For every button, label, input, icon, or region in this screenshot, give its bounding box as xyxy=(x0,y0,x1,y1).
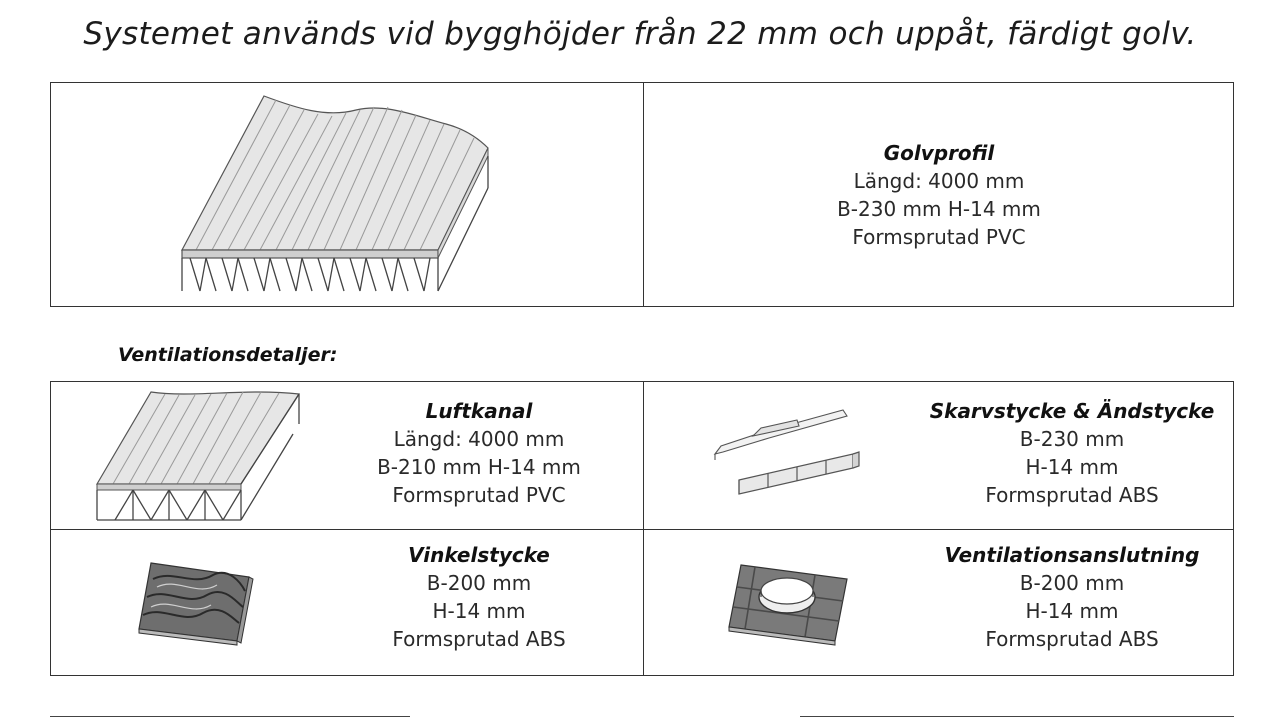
golvprofil-dimensions: B-230 mm H-14 mm xyxy=(837,197,1041,221)
page-headline: Systemet används vid bygghöjder från 22 mm och uppåt, färdigt golv. xyxy=(83,16,1197,52)
luftkanal-dimensions: B-210 mm H-14 mm xyxy=(377,455,581,479)
luftkanal-length: Längd: 4000 mm xyxy=(393,427,565,451)
skarvstycke-height: H-14 mm xyxy=(1025,455,1119,479)
vinkelstycke-width: B-200 mm xyxy=(426,571,532,595)
ventilationsanslutning-material: Formsprutad ABS xyxy=(985,627,1159,651)
ventilationsanslutning-spec xyxy=(927,541,1217,653)
skarvstycke-width: B-230 mm xyxy=(1019,427,1125,451)
skarvstycke-cell xyxy=(643,382,1235,529)
ventilationsanslutning-name: Ventilationsanslutning xyxy=(944,543,1200,567)
ventilationsanslutning-cell xyxy=(643,529,1235,675)
skarvstycke-material: Formsprutad ABS xyxy=(985,483,1159,507)
vinkelstycke-height: H-14 mm xyxy=(432,599,526,623)
vinkelstycke-name: Vinkelstycke xyxy=(408,543,550,567)
vinkelstycke-spec xyxy=(351,541,607,653)
ventilation-details-label: Ventilationsdetaljer: xyxy=(118,344,338,366)
ventilationsanslutning-width: B-200 mm xyxy=(1019,571,1125,595)
golvprofil-length: Längd: 4000 mm xyxy=(853,169,1025,193)
golvprofil-material: Formsprutad PVC xyxy=(852,225,1026,249)
luftkanal-spec xyxy=(351,397,607,509)
luftkanal-name: Luftkanal xyxy=(425,399,533,423)
corrugated-floor-profile-icon xyxy=(176,88,496,298)
ventilationsanslutning-height: H-14 mm xyxy=(1025,599,1119,623)
ventilation-details-grid xyxy=(50,381,1234,676)
golvprofil-spec xyxy=(643,139,1235,251)
golvprofil-name: Golvprofil xyxy=(883,141,995,165)
golvprofil-box xyxy=(50,82,1234,307)
footer-rule-right xyxy=(800,716,1234,717)
skarvstycke-spec xyxy=(927,397,1217,509)
vinkelstycke-material: Formsprutad ABS xyxy=(392,627,566,651)
joint-end-piece-icon xyxy=(713,402,873,502)
vinkelstycke-cell xyxy=(51,529,643,675)
luftkanal-material: Formsprutad PVC xyxy=(392,483,566,507)
luftkanal-cell xyxy=(51,382,643,529)
ventilation-connection-icon xyxy=(725,557,855,647)
footer-rule-left xyxy=(50,716,410,717)
angle-piece-icon xyxy=(133,557,263,647)
air-channel-icon xyxy=(93,384,303,524)
skarvstycke-name: Skarvstycke & Ändstycke xyxy=(929,399,1215,423)
